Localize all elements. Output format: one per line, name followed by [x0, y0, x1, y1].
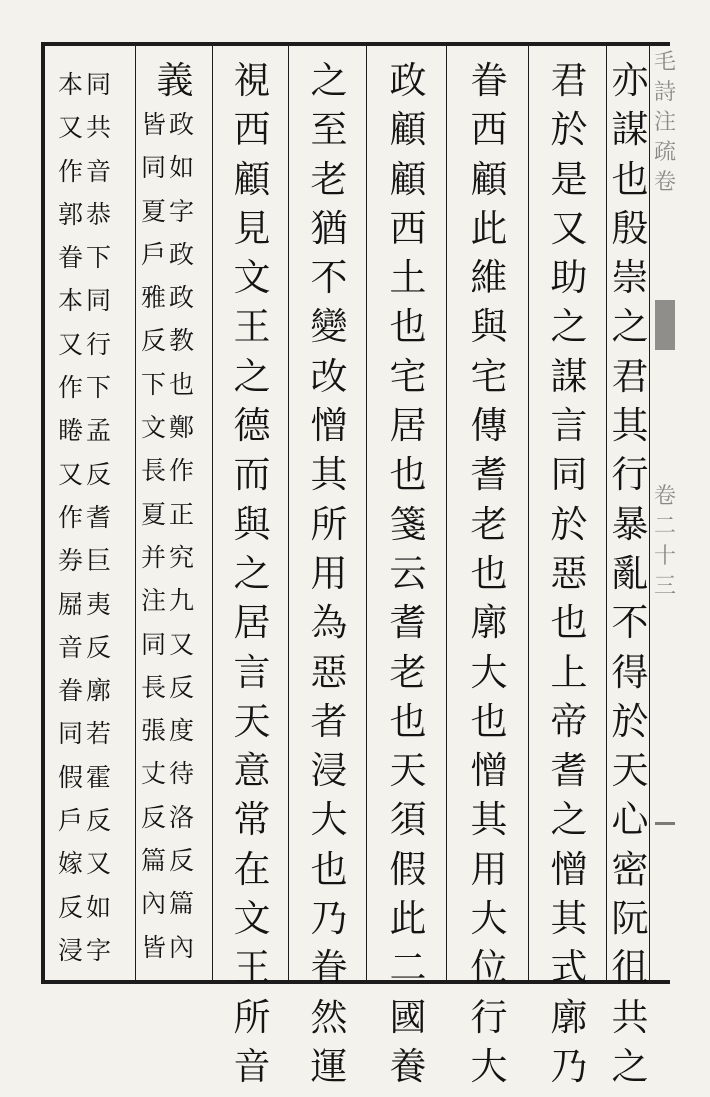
glyph: 反	[141, 802, 167, 832]
glyph: 行	[86, 329, 112, 359]
glyph: 帝	[550, 699, 588, 743]
glyph: 卷	[653, 484, 676, 509]
glyph: 皆	[141, 110, 167, 139]
glyph: 霍	[86, 762, 112, 792]
glyph: 於	[550, 108, 588, 152]
annotation-line-right	[169, 112, 194, 978]
fold-volume	[654, 486, 676, 606]
column-rule	[606, 46, 607, 980]
glyph: 字	[86, 935, 112, 965]
glyph: 天	[233, 699, 271, 743]
glyph: 洛	[169, 802, 195, 832]
glyph: 字	[169, 196, 195, 226]
glyph: 謀	[611, 108, 649, 152]
glyph: 作	[58, 156, 84, 186]
glyph: 此	[470, 206, 508, 250]
glyph: 天	[611, 749, 649, 793]
glyph: 行	[470, 995, 508, 1039]
glyph: 毛	[653, 50, 676, 75]
glyph: 王	[233, 305, 271, 349]
glyph: 正	[169, 499, 195, 529]
text-column-4	[372, 59, 444, 1097]
glyph: 又	[58, 459, 84, 489]
column-rule	[649, 46, 650, 980]
glyph: 言	[550, 404, 588, 448]
glyph: 西	[389, 206, 427, 250]
glyph: 同	[141, 153, 167, 183]
glyph: 在	[233, 847, 271, 891]
glyph: 注	[141, 586, 167, 616]
glyph: 常	[233, 798, 271, 842]
glyph: 其	[470, 798, 508, 842]
glyph: 廓	[470, 601, 508, 645]
glyph: 音	[58, 632, 84, 662]
glyph: 究	[169, 542, 195, 572]
glyph: 丈	[141, 759, 167, 789]
glyph: 反	[141, 326, 167, 356]
glyph: 國	[389, 995, 427, 1039]
glyph: 張	[141, 716, 167, 746]
glyph: 亦	[611, 59, 649, 102]
glyph: 本	[58, 286, 84, 316]
glyph: 下	[86, 243, 112, 273]
glyph: 政	[389, 59, 427, 102]
glyph: 大	[470, 650, 508, 694]
glyph: 殷	[611, 206, 649, 250]
glyph: 同	[86, 70, 112, 99]
glyph: 運	[310, 1044, 348, 1088]
glyph: 西	[233, 108, 271, 152]
glyph: 巨	[86, 546, 112, 576]
glyph: 不	[611, 601, 649, 645]
glyph: 二	[653, 514, 676, 539]
commentary-line-right	[86, 72, 111, 981]
glyph: 也	[169, 369, 195, 399]
glyph: 云	[389, 551, 427, 595]
glyph: 顧	[233, 157, 271, 201]
glyph: 雅	[141, 283, 167, 313]
glyph: 大	[470, 897, 508, 941]
glyph: 大	[470, 1044, 508, 1088]
glyph: 又	[550, 206, 588, 250]
glyph: 之	[310, 59, 348, 102]
annotation-line-left	[141, 112, 166, 978]
glyph: 阮	[611, 897, 649, 941]
glyph: 文	[141, 413, 167, 443]
glyph: 音	[86, 156, 112, 186]
column-rule	[366, 46, 367, 980]
glyph: 之	[550, 798, 588, 842]
glyph: 也	[611, 157, 649, 201]
glyph: 眷	[58, 243, 84, 273]
glyph: 又	[86, 849, 112, 879]
glyph: 戶	[58, 806, 84, 836]
glyph: 長	[141, 456, 167, 486]
glyph: 皆	[141, 932, 167, 962]
glyph: 居	[233, 601, 271, 645]
glyph: 浸	[58, 935, 84, 965]
glyph: 又	[58, 113, 84, 143]
glyph: 政	[169, 283, 195, 313]
fold-title	[654, 52, 676, 202]
glyph: 徂	[611, 946, 649, 990]
glyph: 又	[169, 629, 195, 659]
glyph: 憎	[310, 404, 348, 448]
glyph: 意	[233, 749, 271, 793]
glyph: 并	[141, 542, 167, 572]
glyph: 反	[86, 459, 112, 489]
glyph: 反	[169, 672, 195, 702]
text-column-3	[452, 59, 526, 1097]
glyph: 王	[233, 946, 271, 990]
glyph: 耆	[86, 502, 112, 532]
glyph: 假	[389, 847, 427, 891]
glyph: 也	[550, 601, 588, 645]
glyph: 注	[653, 110, 676, 135]
glyph: 同	[58, 719, 84, 749]
glyph: 政	[169, 110, 195, 139]
glyph: 之	[233, 551, 271, 595]
glyph: 其	[310, 453, 348, 497]
glyph: 天	[389, 749, 427, 793]
glyph: 又	[58, 329, 84, 359]
glyph: 卷	[653, 170, 676, 195]
glyph: 恭	[86, 199, 112, 229]
glyph: 位	[470, 946, 508, 990]
glyph: 耆	[470, 453, 508, 497]
fold-fishtail-mark	[655, 300, 675, 350]
glyph: 也	[310, 847, 348, 891]
glyph: 本	[58, 70, 84, 99]
glyph: 憎	[550, 847, 588, 891]
glyph: 券	[58, 546, 84, 576]
glyph: 居	[389, 404, 427, 448]
glyph: 同	[141, 629, 167, 659]
glyph: 乃	[550, 1044, 588, 1088]
glyph: 暴	[611, 502, 649, 546]
glyph: 君	[550, 59, 588, 102]
glyph: 郭	[58, 199, 84, 229]
glyph: 夏	[141, 196, 167, 226]
glyph: 式	[550, 946, 588, 990]
glyph: 心	[611, 798, 649, 842]
fold-margin	[653, 46, 677, 980]
glyph: 西	[470, 108, 508, 152]
commentary-line-left	[58, 72, 83, 981]
glyph: 為	[310, 601, 348, 645]
glyph: 𡲢	[58, 589, 84, 619]
glyph: 也	[389, 453, 427, 497]
glyph: 共	[611, 995, 649, 1039]
glyph: 夷	[86, 589, 112, 619]
glyph: 也	[389, 305, 427, 349]
glyph: 度	[169, 716, 195, 746]
glyph: 所	[310, 502, 348, 546]
glyph: 戶	[141, 239, 167, 269]
glyph: 耆	[389, 601, 427, 645]
glyph: 也	[389, 699, 427, 743]
glyph: 上	[550, 650, 588, 694]
glyph: 夏	[141, 499, 167, 529]
annotation-column	[141, 112, 209, 978]
glyph: 長	[141, 672, 167, 702]
glyph: 須	[389, 798, 427, 842]
glyph: 反	[86, 632, 112, 662]
glyph: 若	[86, 719, 112, 749]
glyph: 老	[470, 502, 508, 546]
glyph: 嫁	[58, 849, 84, 879]
text-column-1	[611, 59, 649, 1097]
glyph: 廓	[86, 676, 112, 706]
glyph: 共	[86, 113, 112, 143]
glyph: 教	[169, 326, 195, 356]
glyph: 崇	[611, 256, 649, 300]
glyph: 宅	[389, 354, 427, 398]
glyph: 亂	[611, 551, 649, 595]
glyph: 見	[233, 206, 271, 250]
glyph: 眷	[58, 676, 84, 706]
glyph: 得	[611, 650, 649, 694]
glyph: 宅	[470, 354, 508, 398]
glyph: 是	[550, 157, 588, 201]
column-rule	[212, 46, 213, 980]
glyph: 養	[389, 1044, 427, 1088]
glyph: 乃	[310, 897, 348, 941]
glyph: 九	[169, 586, 195, 616]
glyph: 然	[310, 995, 348, 1039]
glyph: 與	[470, 305, 508, 349]
glyph: 浸	[310, 749, 348, 793]
glyph: 也	[470, 551, 508, 595]
annotation-head-char: 義	[156, 59, 194, 102]
glyph: 之	[611, 1044, 649, 1088]
glyph: 下	[86, 373, 112, 403]
glyph: 文	[233, 256, 271, 300]
glyph: 作	[58, 502, 84, 532]
glyph: 謀	[550, 354, 588, 398]
glyph: 箋	[389, 502, 427, 546]
glyph: 之	[550, 305, 588, 349]
glyph: 德	[233, 404, 271, 448]
glyph: 三	[653, 574, 676, 599]
glyph: 篇	[141, 846, 167, 876]
glyph: 睠	[58, 416, 84, 446]
glyph: 詩	[653, 80, 676, 105]
glyph: 老	[389, 650, 427, 694]
glyph: 其	[550, 897, 588, 941]
glyph: 者	[310, 699, 348, 743]
glyph: 如	[86, 892, 112, 922]
column-rule	[288, 46, 289, 980]
glyph: 之	[233, 354, 271, 398]
glyph: 大	[310, 798, 348, 842]
glyph: 言	[233, 650, 271, 694]
glyph: 猶	[310, 206, 348, 250]
glyph: 二	[389, 946, 427, 990]
glyph: 孟	[86, 416, 112, 446]
glyph: 作	[58, 373, 84, 403]
column-rule	[528, 46, 529, 980]
glyph: 音	[233, 1044, 271, 1088]
glyph: 變	[310, 305, 348, 349]
glyph: 篇	[169, 889, 195, 919]
glyph: 密	[611, 847, 649, 891]
glyph: 反	[169, 846, 195, 876]
glyph: 文	[233, 897, 271, 941]
commentary-column	[58, 72, 134, 981]
glyph: 假	[58, 762, 84, 792]
glyph: 眷	[310, 946, 348, 990]
glyph: 反	[86, 806, 112, 836]
glyph: 不	[310, 256, 348, 300]
glyph: 助	[550, 256, 588, 300]
glyph: 內	[169, 932, 195, 962]
glyph: 於	[611, 699, 649, 743]
glyph: 作	[169, 456, 195, 486]
glyph: 而	[233, 453, 271, 497]
fold-tick-mark	[655, 822, 675, 825]
glyph: 顧	[389, 108, 427, 152]
glyph: 顧	[389, 157, 427, 201]
glyph: 也	[470, 699, 508, 743]
column-rule	[135, 46, 136, 980]
glyph: 視	[233, 59, 271, 102]
glyph: 維	[470, 256, 508, 300]
glyph: 同	[86, 286, 112, 316]
glyph: 眷	[470, 59, 508, 102]
glyph: 之	[611, 305, 649, 349]
glyph: 疏	[653, 140, 676, 165]
text-column-6	[218, 59, 286, 1097]
glyph: 顧	[470, 157, 508, 201]
glyph: 土	[389, 256, 427, 300]
glyph: 耆	[550, 749, 588, 793]
text-column-2	[534, 59, 604, 1097]
glyph: 廓	[550, 995, 588, 1039]
glyph: 於	[550, 502, 588, 546]
glyph: 用	[470, 847, 508, 891]
glyph: 憎	[470, 749, 508, 793]
glyph: 內	[141, 889, 167, 919]
glyph: 此	[389, 897, 427, 941]
glyph: 老	[310, 157, 348, 201]
glyph: 其	[611, 404, 649, 448]
glyph: 十	[653, 544, 676, 569]
glyph: 用	[310, 551, 348, 595]
text-column-5	[294, 59, 364, 1097]
glyph: 政	[169, 239, 195, 269]
glyph: 惡	[310, 650, 348, 694]
glyph: 行	[611, 453, 649, 497]
glyph: 所	[233, 995, 271, 1039]
glyph: 改	[310, 354, 348, 398]
column-rule	[446, 46, 447, 980]
glyph: 與	[233, 502, 271, 546]
glyph: 傳	[470, 404, 508, 448]
glyph: 至	[310, 108, 348, 152]
glyph: 鄭	[169, 413, 195, 443]
glyph: 反	[58, 892, 84, 922]
glyph: 惡	[550, 551, 588, 595]
glyph: 待	[169, 759, 195, 789]
glyph: 同	[550, 453, 588, 497]
glyph: 如	[169, 153, 195, 183]
glyph: 下	[141, 369, 167, 399]
glyph: 君	[611, 354, 649, 398]
